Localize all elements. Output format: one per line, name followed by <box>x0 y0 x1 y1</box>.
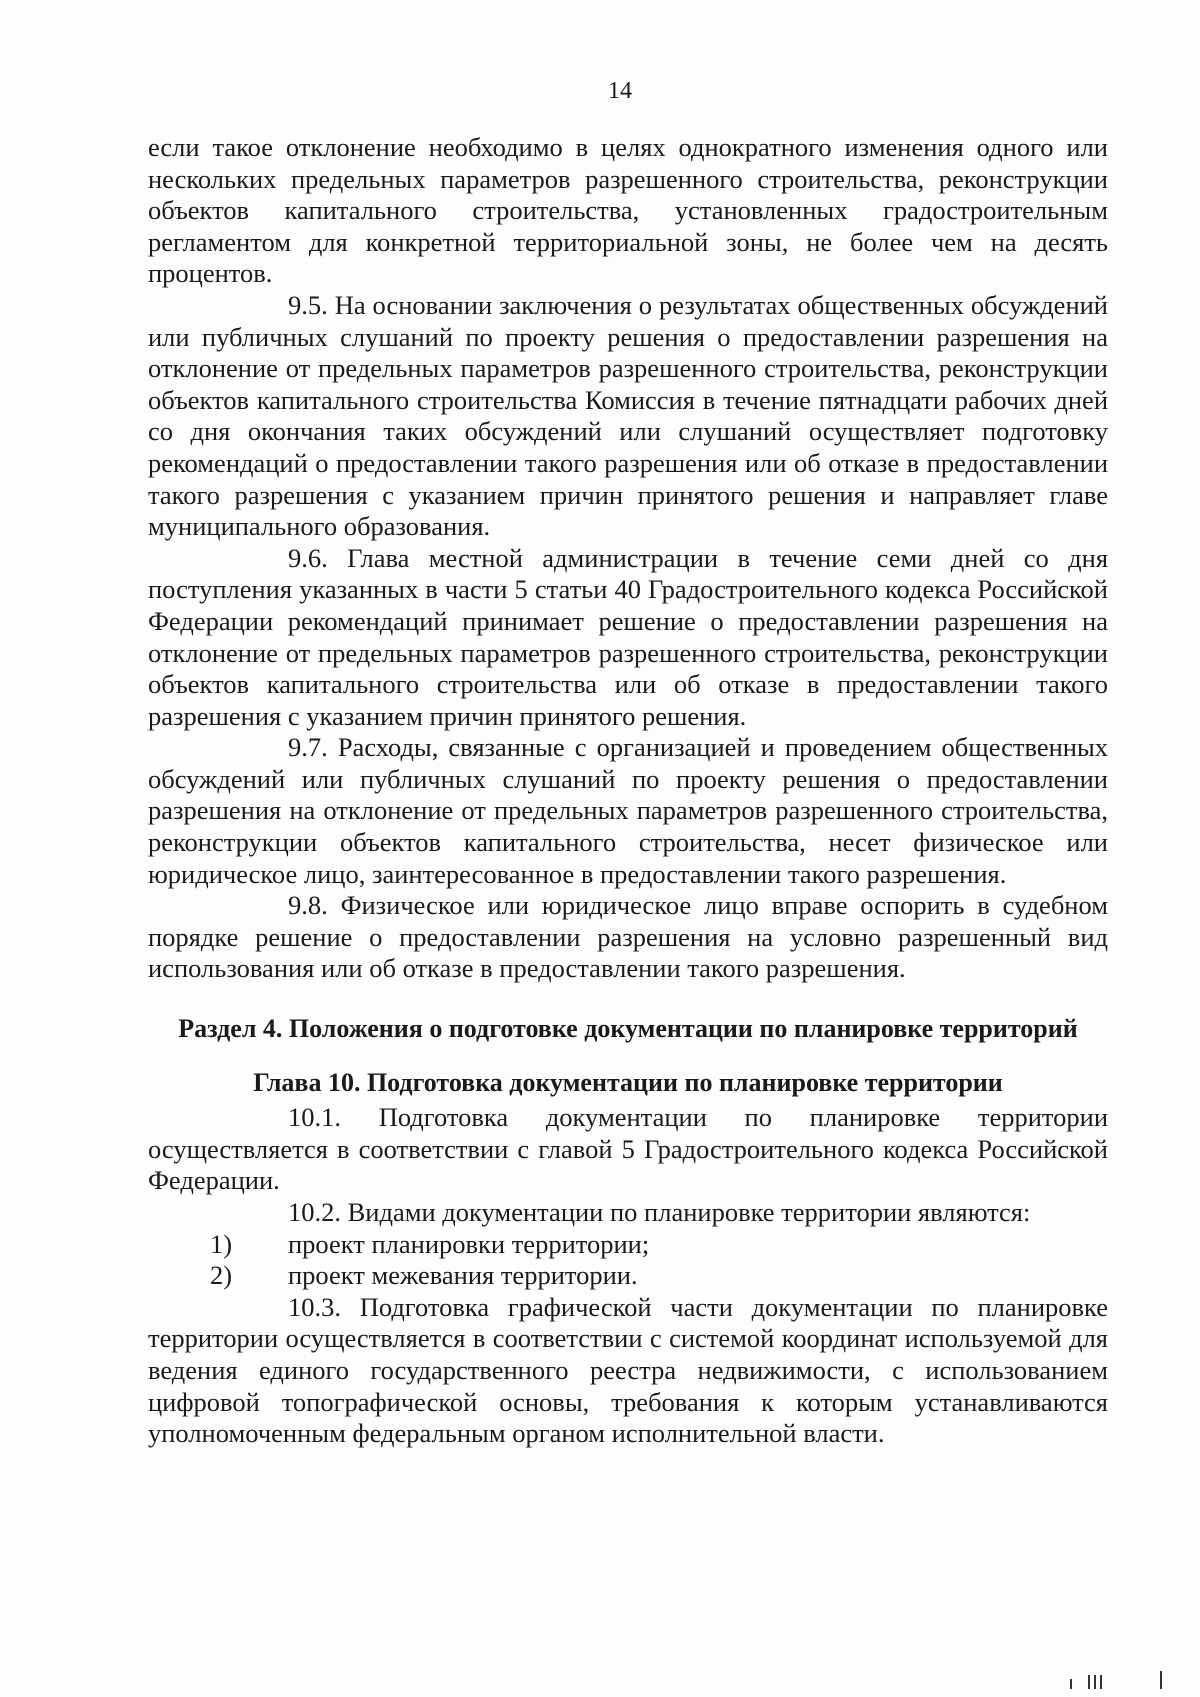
paragraph-9-8 <box>148 890 1108 985</box>
list-item <box>148 1229 1108 1261</box>
paragraph-number: 10.2. <box>288 1197 341 1227</box>
list-marker: 2) <box>210 1260 233 1291</box>
list-item-text: проект межевания территории. <box>288 1260 638 1291</box>
paragraph-number: 9.7. <box>288 732 328 763</box>
paragraph-text: если такое отклонение необходимо в целях однократного изменения одного или нескольких предельных параметров разрешенного строительства, реконструкции объектов капитального строительства, установленных градостроительным регламентом для конкретной территориальной зоны, не более чем на десять процентов. <box>148 132 1108 289</box>
paragraph-10-2 <box>148 1197 1108 1229</box>
scan-marks <box>1050 1669 1170 1689</box>
document-body <box>148 132 1108 1450</box>
list-marker: 1) <box>210 1228 233 1259</box>
paragraph-9-5 <box>148 290 1108 543</box>
paragraph-text: Расходы, связанные с организацией и проведением общественных обсуждений или публичных слушаний по проекту решения о предоставлении разрешения на отклонение от предельных параметров разрешенного строительства, реконструкции объектов капитального строительства, несет физическое или юридическое лицо, заинтересованное в предоставлении такого разрешения. <box>148 732 1108 889</box>
paragraph-number: 9.8. <box>288 890 328 921</box>
paragraph-continuation <box>148 132 1108 290</box>
paragraph-number: 9.6. <box>288 542 328 573</box>
page-number: 14 <box>608 78 632 104</box>
paragraph-9-6 <box>148 543 1108 733</box>
section-heading: Раздел 4. Положения о подготовке документации по планировке территорий <box>178 1014 1078 1044</box>
paragraph-10-3 <box>148 1292 1108 1450</box>
paragraph-text: Видами документации по планировке территории являются: <box>347 1197 1031 1227</box>
paragraph-text: Глава местной администрации в течение семи дней со дня поступления указанных в части 5 статьи 40 Градостроительного кодекса Российской Федерации рекомендаций принимает решение о предоставлении разрешения на отклонение от предельных параметров разрешенного строительства, реконструкции объектов капитального строительства или об отказе в предоставлении такого разрешения с указанием причин принятого решения. <box>148 542 1109 731</box>
paragraph-10-1 <box>148 1102 1108 1197</box>
paragraph-number: 9.5. <box>288 289 328 320</box>
paragraph-number: 10.1. <box>288 1102 341 1133</box>
paragraph-number: 10.3. <box>288 1291 341 1322</box>
paragraph-text: Подготовка документации по планировке территории осуществляется в соответствии с главой 5 Градостроительного кодекса Российской Федерации. <box>148 1102 1108 1196</box>
paragraph-text: Физическое или юридическое лицо вправе оспорить в судебном порядке решение о предоставлении разрешения на условно разрешенный вид использования или об отказе в предоставлении такого разрешения. <box>148 890 1109 984</box>
list-item-text: проект планировки территории; <box>288 1228 650 1259</box>
paragraph-9-7 <box>148 732 1108 890</box>
paragraph-text: Подготовка графической части документации по планировке территории осуществляется в соответствии с системой координат используемой для ведения единого государственного реестра недвижимости, с использованием цифровой топографической основы, требования к которым устанавливаются уполномоченным федеральным органом исполнительной власти. <box>148 1291 1108 1449</box>
paragraph-text: На основании заключения о результатах общественных обсуждений или публичных слушаний по проекту решения о предоставлении разрешения на отклонение от предельных параметров разрешенного строительства, реконструкции объектов капитального строительства Комиссия в течение пятнадцати рабочих дней со дня окончания таких обсуждений или слушаний осуществляет подготовку рекомендаций о предоставлении такого разрешения или об отказе в предоставлении такого разрешения с указанием причин принятого решения и направляет главе муниципального образования. <box>148 289 1108 542</box>
chapter-heading: Глава 10. Подготовка документации по планировке территории <box>253 1067 1003 1097</box>
list-item <box>148 1260 1108 1292</box>
